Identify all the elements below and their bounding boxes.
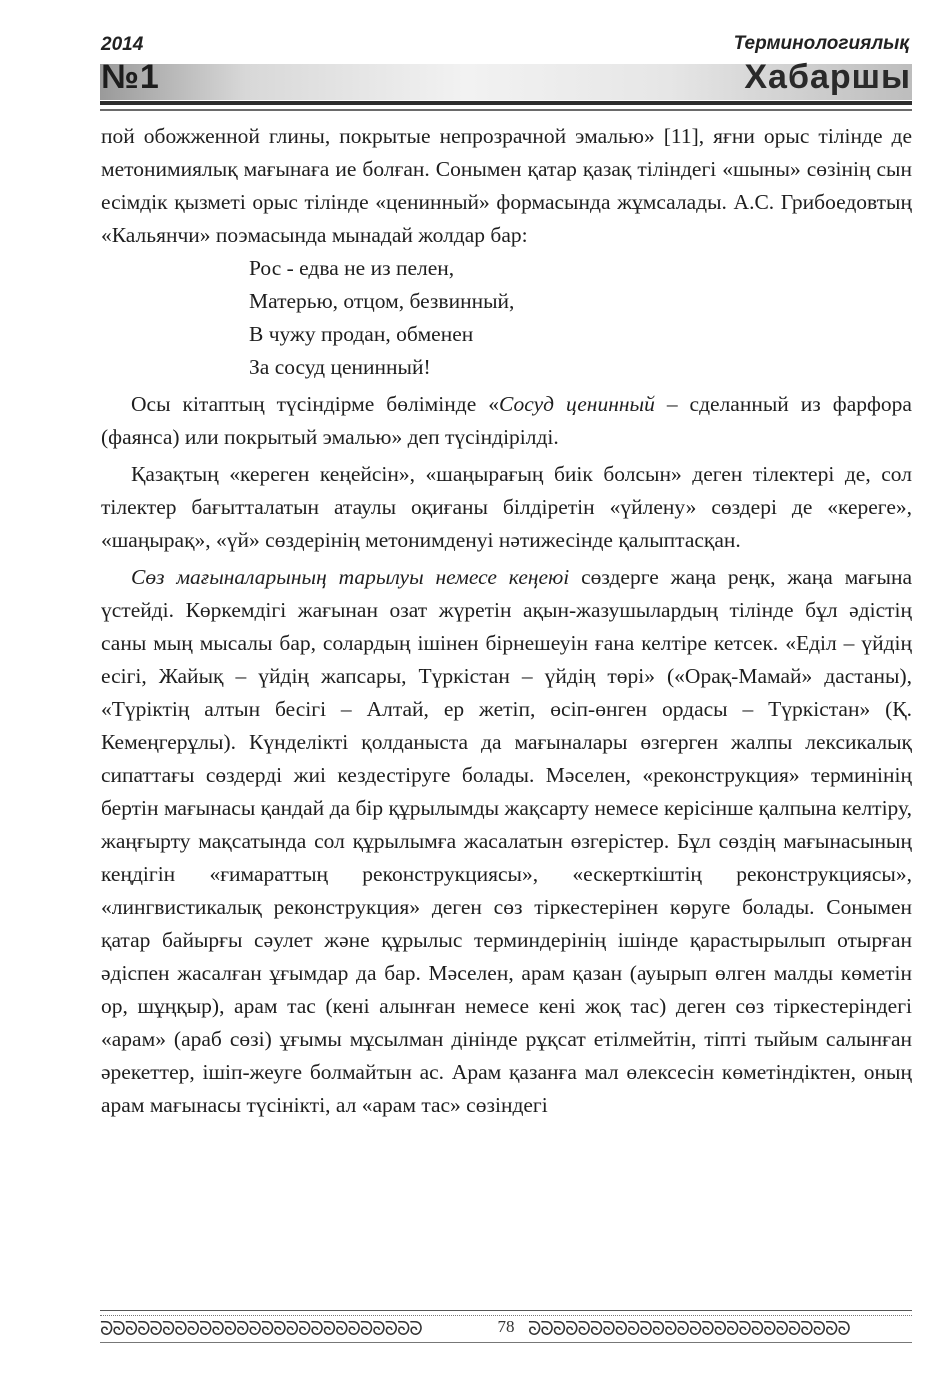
italic-term: Сосуд ценинный	[498, 392, 655, 416]
text-run: Осы кітаптың түсіндірме бөлімінде «	[131, 392, 499, 416]
poem-line: В чужу продан, обменен	[249, 322, 474, 346]
text-run: – сделанный из фарфора (фаянса) или покрытый эмалью» деп түсіндірілді.	[101, 392, 912, 449]
header-rule-thin	[100, 109, 912, 111]
page-number: 78	[497, 1317, 515, 1336]
poem-line: Рос - едва не из пелен,	[249, 256, 455, 280]
poem-line: За сосуд ценинный!	[249, 355, 431, 379]
paragraph-continuation: пой обожженной глины, покрытые непрозрачной эмалью» [11], яғни орыс тілінде де метонимиялық мағынаға ие болған. Сонымен қатар қазақ тіліндегі «шыны» сөзінің сын есімдік қызметі орыс тілінде «ценинный» формасында жұмсалады. А.С. Грибоедовтың «Кальянчи» поэмасында мынадай жолдар бар:	[101, 124, 912, 247]
footer-rule	[100, 1310, 912, 1311]
poem-quote	[249, 252, 912, 384]
header-issue-number: №1	[101, 58, 160, 96]
header-journal-title-line2: Хабаршы	[744, 58, 911, 96]
wave-ornament-right-icon: ᘐᘐᘐᘐᘐᘐᘐᘐᘐᘐᘐᘐᘐᘐᘐᘐᘐᘐᘐᘐᘐᘐᘐᘐᘐᘐ	[528, 1318, 850, 1340]
wave-ornament-left-icon: ᘐᘐᘐᘐᘐᘐᘐᘐᘐᘐᘐᘐᘐᘐᘐᘐᘐᘐᘐᘐᘐᘐᘐᘐᘐᘐ	[100, 1318, 422, 1340]
paragraph-wishes: Қазақтың «кереген кеңейсін», «шаңырағың биік болсын» деген тілектері де, сол тілектер бағытталатын атаулы оқиғаны білдіретін «үйлену» сөздері де «кереге», «шаңырақ», «үй» сөздерінің метонимденуі нәтижесінде қалыптасқан.	[101, 462, 912, 552]
text-run: сөздерге жаңа реңк, жаңа мағына үстейді. Көркемдігі жағынан озат жүретін ақын-жазушылардың тілінде бұл әдістің саны мың мысалы бар, солардың ішінен бірнешеуін ғана келтіре кетсек. «Еділ – үйдің есігі, Жайық – үйдің жапсары, Түркістан – үйдің төрі» («Орақ-Мамай» дастаны), «Түріктің алтын бесігі – Алтай, ер жетіп, өсіп-өнген ордасы – Түркістан» (Қ. Кемеңгерұлы). Күнделікті қолданыста да мағыналары өзгерген жалпы лексикалық сипаттағы сөздерді жиі кездестіруге болады. Мәселен, «реконструкция» терминінің бертін мағынасы қандай да бір құрылымды жақсарту немесе керісінше қалпына келтіру, жаңғырту мақсатында сол құрылымға жасалатын өзгерістер. Бұл сөздің мағынасының кеңдігін «ғимараттың реконструкциясы», «ескерткіштің реконструкциясы», «лингвистикалық реконструкция» деген сөз тіркестерінен көруге болады. Сонымен қатар байырғы сәулет және құрылыс терминдерінің ішінде қарастырылып отырған әдіспен жасалған ұғымдар да бар. Мәселен, арам қазан (ауырып өлген малды көметін ор, шұңқыр), арам тас (кені алынған немесе кені жоқ тас) деген сөз тіркестеріндегі «арам» (араб сөзі) ұғымы мұсылман дінінде рұқсат етілмейтін, тіпті тыйым салынған әрекеттер, ішіп-жеуге болмайтын ас. Арам қазанға мал өлексесін көметіндіктен, оның арам мағынасы түсінікті, ал «арам тас» сөзіндегі	[101, 565, 913, 1117]
poem-line: Матерью, отцом, безвинный,	[249, 289, 515, 313]
italic-term: Сөз мағыналарының тарылуы немесе кеңеюі	[131, 565, 570, 589]
paragraph-explanation	[101, 388, 912, 454]
header-rule	[100, 101, 912, 105]
footer-rule-bottom	[100, 1342, 912, 1343]
article-body	[101, 120, 912, 1122]
header-year: 2014	[101, 34, 144, 55]
header-journal-title-line1: Терминологиялық	[733, 33, 909, 54]
paragraph-meaning-change	[101, 561, 912, 1122]
